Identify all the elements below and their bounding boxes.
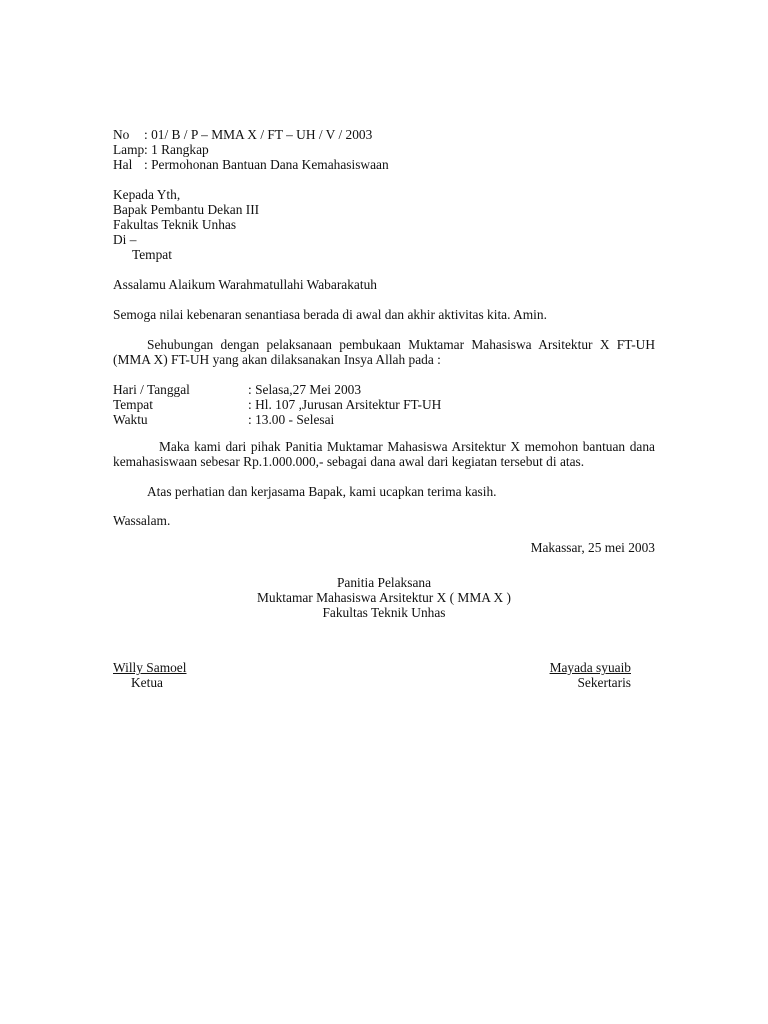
letter-number-row: [113, 127, 655, 142]
recipient-block: [113, 187, 655, 262]
subject-value: : Permohonan Bantuan Dana Kemahasiswaan: [144, 157, 389, 172]
recipient-line: Fakultas Teknik Unhas: [113, 217, 237, 232]
letter-header: [113, 127, 655, 172]
event-date-label: Hari / Tanggal: [113, 382, 190, 397]
recipient-line: Di –: [113, 232, 137, 247]
subject-row: [113, 157, 655, 172]
letter-number-value: : 01/ B / P – MMA X / FT – UH / V / 2003: [144, 127, 373, 142]
recipient-line: Kepada Yth,: [113, 187, 181, 202]
committee-block: [113, 575, 655, 620]
event-place-label: Tempat: [113, 397, 153, 412]
opening-sentence: Semoga nilai kebenaran senantiasa berada di awal dan akhir aktivitas kita. Amin.: [113, 307, 547, 322]
secretary-role: Sekertaris: [577, 675, 631, 690]
paragraph-intro-text: Sehubungan dengan pelaksanaan pembukaan Muktamar Mahasiswa Arsitektur X FT-UH (MMA X) FT-UH yang akan dilaksanakan Insya Allah pada :: [113, 337, 655, 367]
paragraph-thanks: [113, 484, 655, 499]
event-time-row: [113, 412, 655, 427]
event-details: [113, 382, 655, 427]
recipient-line: Tempat: [132, 247, 172, 262]
event-time-value: : 13.00 - Selesai: [248, 412, 335, 427]
place-date: Makassar, 25 mei 2003: [530, 540, 655, 555]
attachment-label: Lamp: [113, 142, 145, 157]
committee-line: Panitia Pelaksana: [336, 575, 432, 590]
attachment-row: [113, 142, 655, 157]
paragraph-intro: [113, 337, 655, 367]
signatory-secretary: [550, 660, 631, 690]
secretary-name: Mayada syuaib: [549, 660, 631, 675]
paragraph-request-text: Maka kami dari pihak Panitia Muktamar Mahasiswa Arsitektur X memohon bantuan dana kemahasiswaan sebesar Rp.1.000.000,- sebagai dana awal dari kegiatan tersebut di atas.: [113, 439, 655, 469]
paragraph-request: [113, 439, 655, 469]
committee-line: Muktamar Mahasiswa Arsitektur X ( MMA X ): [256, 590, 512, 605]
paragraph-thanks-text: Atas perhatian dan kerjasama Bapak, kami ucapkan terima kasih.: [147, 484, 497, 499]
letter-number-label: No: [113, 127, 130, 142]
event-date-value: : Selasa,27 Mei 2003: [248, 382, 362, 397]
chair-role: Ketua: [131, 675, 163, 690]
signature-block: [113, 660, 655, 690]
attachment-value: : 1 Rangkap: [144, 142, 209, 157]
chair-name: Willy Samoel: [113, 660, 187, 675]
event-date-row: [113, 382, 655, 397]
closing: Wassalam.: [113, 513, 171, 528]
signatory-chair: [113, 660, 186, 690]
greeting: Assalamu Alaikum Warahmatullahi Wabarakatuh: [113, 277, 377, 292]
event-place-value: : Hl. 107 ,Jurusan Arsitektur FT-UH: [248, 397, 442, 412]
recipient-line: Bapak Pembantu Dekan III: [113, 202, 260, 217]
event-time-label: Waktu: [113, 412, 148, 427]
committee-line: Fakultas Teknik Unhas: [322, 605, 446, 620]
event-place-row: [113, 397, 655, 412]
subject-label: Hal: [113, 157, 133, 172]
letter: [113, 127, 655, 690]
